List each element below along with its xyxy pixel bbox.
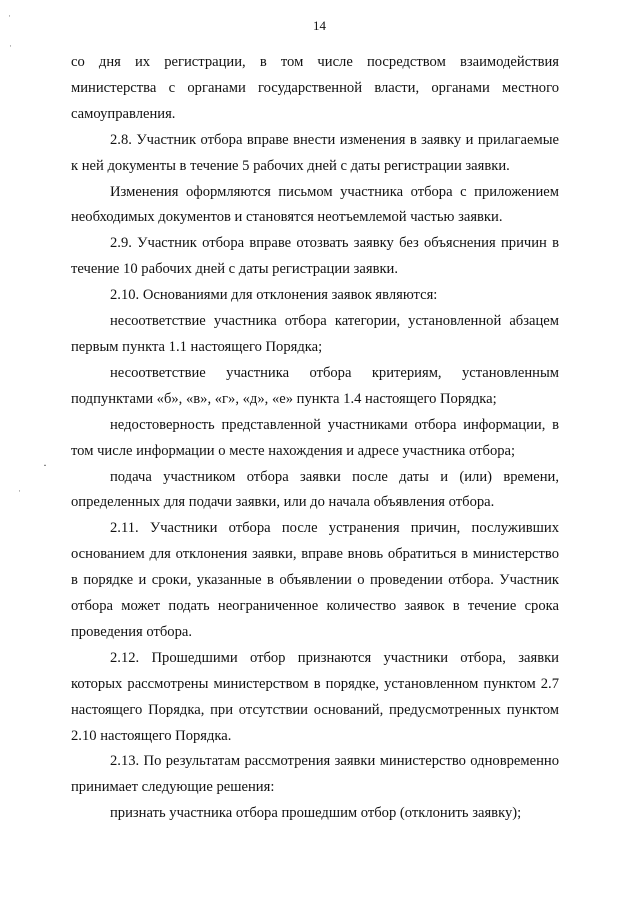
paragraph: 2.13. По результатам рассмотрения заявки министерство одновременно принимает следующие решения: (71, 753, 559, 796)
scan-speck: · (18, 486, 21, 496)
paragraph: со дня их регистрации, в том числе посредством взаимодействия министерства с органами государственной власти, органами местного самоуправления. (71, 54, 559, 122)
paragraph: 2.11. Участники отбора после устранения причин, послуживших основанием для отклонения заявки, вправе вновь обратиться в министерство в порядке и сроки, указанные в объявлении о проведении отбора. Участник отбора может подать неограниченное количество заявок в течение срока проведения отбора. (71, 520, 559, 640)
scan-speck: · (8, 11, 11, 21)
paragraph: несоответствие участника отбора критериям, установленным подпунктами «б», «в», «г», «д», «е» пункта 1.4 настоящего Порядка; (71, 364, 559, 407)
paragraph: 2.8. Участник отбора вправе внести изменения в заявку и прилагаемые к ней документы в течение 5 рабочих дней с даты регистрации заявки. (71, 131, 559, 174)
paragraph: признать участника отбора прошедшим отбор (отклонить заявку); (110, 805, 522, 822)
paragraph: недостоверность представленной участниками отбора информации, в том числе информации о месте нахождения и адресе участника отбора; (71, 416, 559, 459)
paragraph: подача участником отбора заявки после даты и (или) времени, определенных для подачи заявки, или до начала объявления отбора. (71, 468, 559, 511)
paragraph: 2.9. Участник отбора вправе отозвать заявку без объяснения причин в течение 10 рабочих дней с даты регистрации заявки. (71, 235, 559, 278)
scan-speck: · (43, 458, 47, 472)
scan-speck: · (9, 41, 12, 51)
page-number: 14 (313, 18, 326, 33)
paragraph: 2.10. Основаниями для отклонения заявок являются: (110, 287, 438, 304)
document-body (71, 50, 559, 827)
paragraph: несоответствие участника отбора категории, установленной абзацем первым пункта 1.1 настоящего Порядка; (71, 313, 559, 355)
paragraph: 2.12. Прошедшими отбор признаются участники отбора, заявки которых рассмотрены министерством в порядке, установленном пунктом 2.7 настоящего Порядка, при отсутствии оснований, предусмотренных пунктом 2.10 настоящего Порядка. (71, 649, 559, 744)
paragraph: Изменения оформляются письмом участника отбора с приложением необходимых документов и становятся неотъемлемой частью заявки. (71, 183, 559, 226)
